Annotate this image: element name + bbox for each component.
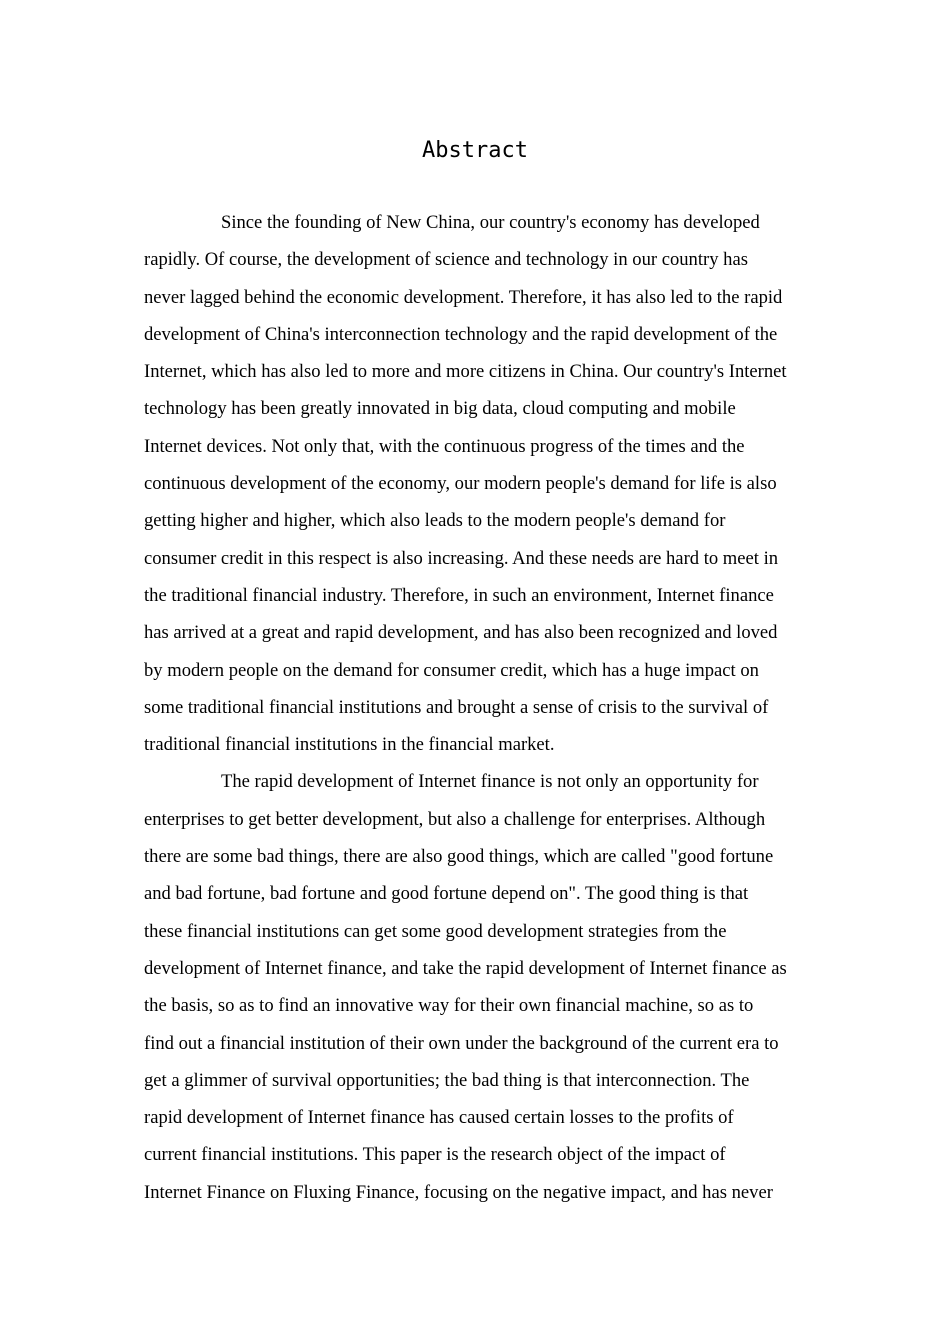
text-line: consumer credit in this respect is also increasing. And these needs are hard to meet in: [144, 547, 779, 569]
text-line: enterprises to get better development, but also a challenge for enterprises. Although: [144, 808, 766, 830]
text-line: technology has been greatly innovated in big data, cloud computing and mobile: [144, 398, 736, 420]
text-line: never lagged behind the economic development. Therefore, it has also led to the rapid: [144, 286, 783, 308]
text-line: development of China's interconnection technology and the rapid development of the: [144, 323, 778, 345]
paragraph-2: [144, 763, 809, 1211]
text-line: these financial institutions can get some good development strategies from the: [144, 920, 727, 942]
text-line: getting higher and higher, which also leads to the modern people's demand for: [144, 510, 726, 532]
text-line: some traditional financial institutions and brought a sense of crisis to the survival of: [144, 696, 769, 718]
text-line: find out a financial institution of their own under the background of the current era to: [144, 1032, 779, 1054]
text-line: by modern people on the demand for consumer credit, which has a huge impact on: [144, 659, 759, 681]
text-line: rapid development of Internet finance has caused certain losses to the profits of: [144, 1107, 734, 1129]
text-line: Internet Finance on Fluxing Finance, focusing on the negative impact, and has never: [144, 1181, 773, 1203]
text-line: and bad fortune, bad fortune and good fortune depend on". The good thing is that: [144, 883, 749, 905]
text-line: continuous development of the economy, our modern people's demand for life is also: [144, 473, 777, 495]
text-line: Internet devices. Not only that, with the continuous progress of the times and the: [144, 435, 745, 457]
text-line: rapidly. Of course, the development of science and technology in our country has: [144, 249, 748, 271]
text-line: The rapid development of Internet finance is not only an opportunity for: [221, 771, 759, 793]
text-line: the basis, so as to find an innovative way for their own financial machine, so as to: [144, 995, 754, 1017]
text-line: traditional financial institutions in the financial market.: [144, 734, 555, 756]
text-line: development of Internet finance, and take the rapid development of Internet finance as: [144, 957, 787, 979]
text-line: Since the founding of New China, our country's economy has developed: [221, 212, 760, 233]
paragraph-1: [144, 204, 809, 763]
text-line: current financial institutions. This paper is the research object of the impact of: [144, 1144, 726, 1166]
text-line: the traditional financial industry. Therefore, in such an environment, Internet finance: [144, 584, 774, 606]
text-line: get a glimmer of survival opportunities; the bad thing is that interconnection. The: [144, 1069, 750, 1091]
abstract-body: [144, 204, 809, 1211]
text-line: has arrived at a great and rapid development, and has also been recognized and loved: [144, 622, 778, 644]
text-line: Internet, which has also led to more and more citizens in China. Our country's Internet: [144, 361, 787, 383]
abstract-title: Abstract: [422, 138, 528, 163]
text-line: there are some bad things, there are also good things, which are called "good fortune: [144, 846, 774, 868]
